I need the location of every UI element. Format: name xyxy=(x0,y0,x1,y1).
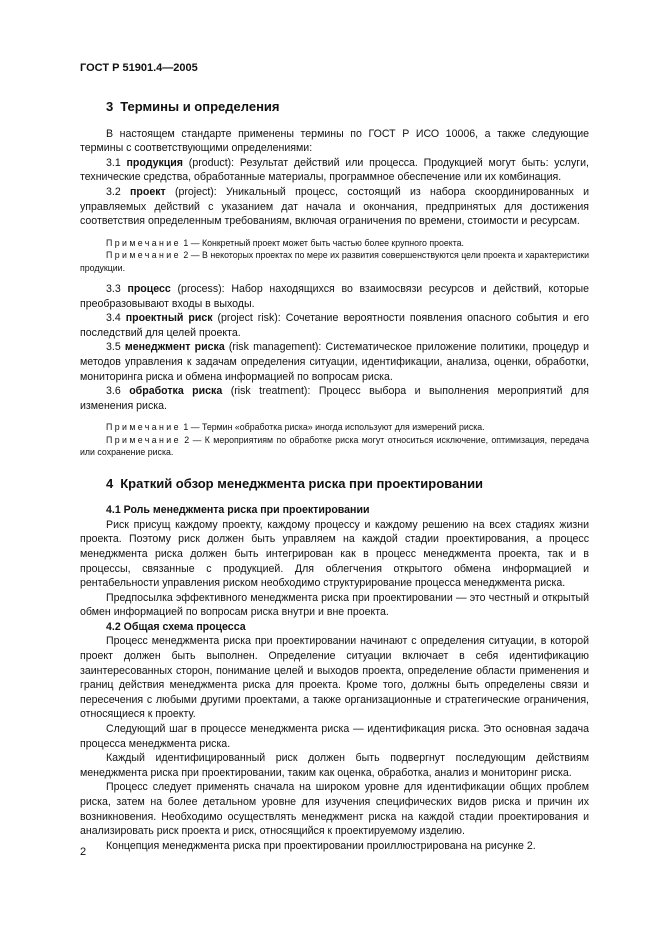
page-number: 2 xyxy=(80,846,87,858)
note: Примечание 1 — Конкретный проект может быть частью более крупного проекта. xyxy=(106,237,464,248)
paragraph: Каждый идентифицированный риск должен быть подвергнут последующим действиям менеджмента риска при проектировании, таким как оценка, обработка, анализ и мониторинг риска. xyxy=(80,752,589,779)
term-3-4: 3.4 проектный риск (project risk): Сочетание вероятности появления опасного события и его последствий для целей проекта. xyxy=(80,312,589,339)
section-title: Термины и определения xyxy=(120,99,280,114)
section-number: 4 xyxy=(106,475,114,491)
subsection-heading: 4.1 Роль менеджмента риска при проектировании xyxy=(106,504,370,517)
document-header: ГОСТ Р 51901.4—2005 xyxy=(80,62,198,74)
section-4-heading xyxy=(106,477,589,492)
section-title: Краткий обзор менеджмента риска при проектировании xyxy=(120,475,484,491)
paragraph: Концепция менеджмента риска при проектировании проиллюстрирована на рисунке 2. xyxy=(106,839,536,852)
paragraph: Следующий шаг в процессе менеджмента риска — идентификация риска. Это основная задача процесса менеджмента риска. xyxy=(80,723,589,750)
paragraph: Предпосылка эффективного менеджмента риска при проектировании — это честный и открытый обмен информацией по вопросам риска внутри и вне проекта. xyxy=(80,591,589,619)
note: Примечание 1 — Термин «обработка риска» иногда используют для измерений риска. xyxy=(106,422,485,433)
term-3-6: 3.6 обработка риска (risk treatment): Процесс выбора и выполнения мероприятий для изменения риска. xyxy=(80,385,589,412)
term-3-2: 3.2 проект (project): Уникальный процесс, состоящий из набора скоординированных и управляемых действий с указанием дат начала и окончания, предпринятых для достижения соответствия определенным требованиям, включая ограничения по времени, стоимости и ресурсам. xyxy=(80,185,589,228)
note: Примечание 2 — К мероприятиям по обработке риска могут относиться исключение, оптимизация, передача или сохранение риска. xyxy=(80,434,589,458)
paragraph: Процесс следует применять сначала на широком уровне для идентификации общих проблем риска, затем на более детальном уровне для изучения специфических видов риска и причин их возникновения. Необходимо осуществлять менеджмент риска на каждой стадии проектирования и анализировать риск проекта и риск, относящийся к проектируемому изделию. xyxy=(80,781,589,838)
paragraph: В настоящем стандарте применены термины по ГОСТ Р ИСО 10006, а также следующие термины с соответствующими определениями: xyxy=(80,127,589,155)
term-3-1: 3.1 продукция (product): Результат действий или процесса. Продукцией могут быть: услуги, технические средства, обработанные материалы, программное обеспечение или их комбинация. xyxy=(80,156,589,184)
section-number: 3 xyxy=(106,99,114,114)
term-3-5: 3.5 менеджмент риска (risk management): Систематическое приложение политики, процедур и методов управления к задачам определения ситуации, идентификации, анализа, оценки, обработки, мониторинга риска и обмена информацией по вопросам риска. xyxy=(80,341,589,383)
page-body xyxy=(80,90,589,853)
paragraph: Процесс менеджмента риска при проектировании начинают с определения ситуации, в которой проект должен быть выполнен. Определение ситуации включает в себя идентификацию заинтересованных сторон, понимание целей и выходов проекта, определение области применения и границ действия менеджмента риска для проекта. Кроме того, должны быть определены связи и пересечения с любыми другими проектами, а также организационные и стратегические ограничения, относящиеся к проекту. xyxy=(80,635,589,721)
paragraph: Риск присущ каждому проекту, каждому процессу и каждому решению на всех стадиях жизни проекта. Поэтому риск должен быть управляем на каждой стадии проектирования, а процесс менеджмента риска должен быть интегрирован как в процесс менеджмента проекта, так и в процессы, связанные с продукцией. Для облегчения открытого обмена информацией и рентабельности управления риском необходимо структурирование процесса менеджмента риска. xyxy=(80,518,589,590)
subsection-heading: 4.2 Общая схема процесса xyxy=(106,620,246,633)
note: Примечание 2 — В некоторых проектах по мере их развития совершенствуются цели проекта и характеристики продукции. xyxy=(80,250,589,273)
term-3-3: 3.3 процесс (process): Набор находящихся во взаимосвязи ресурсов и действий, которые преобразовывают входы в выходы. xyxy=(80,282,589,310)
section-3-heading xyxy=(106,100,589,115)
